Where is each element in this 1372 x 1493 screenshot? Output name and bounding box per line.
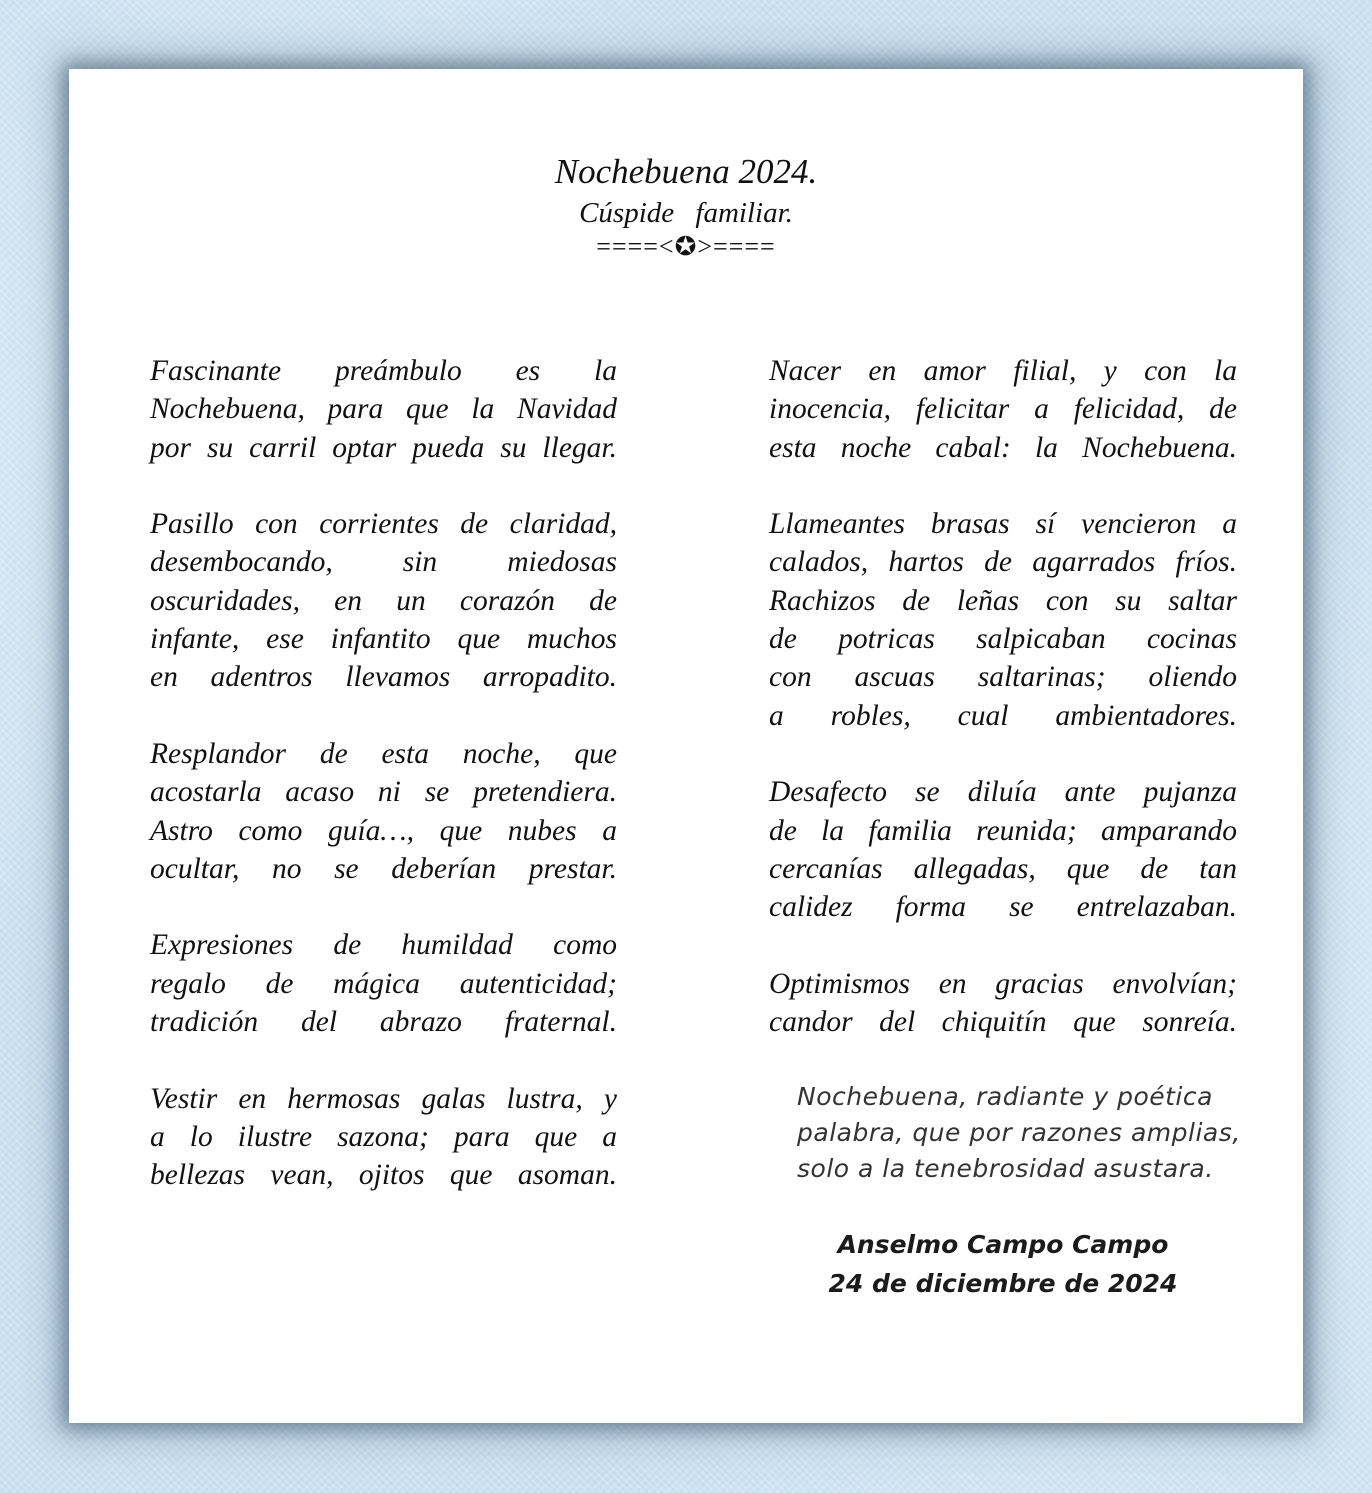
poem-line: Nacer en amor filial, y con la [769,355,1237,387]
stanza [150,352,617,467]
poem-line: de la familia reunida; amparando [769,814,1237,847]
stanza [769,505,1237,735]
poem-line: desembocando, sin miedosas [150,546,617,579]
stanza [150,1080,617,1195]
poem-line: esta noche cabal: la Nochebuena. [769,431,1237,464]
closing-stanza [797,1079,1241,1187]
poem-header [69,151,1303,263]
poem-line: Pasillo con corrientes de claridad, [150,508,617,541]
poem-line: bellezas vean, ojitos que asoman. [150,1159,617,1192]
closing-line: Nochebuena, radiante y poética [797,1082,1213,1111]
poem-line: a lo ilustre sazona; para que a [150,1120,617,1153]
stanza [150,505,617,696]
signature-date: 24 de diciembre de 2024 [828,1269,1178,1298]
poem-line: Vestir en hermosas galas lustra, y [150,1082,617,1115]
poem-line: de potricas salpicaban cocinas [769,623,1237,656]
poem-subtitle: Cúspide familiar. [579,197,793,229]
stanza [769,773,1237,926]
poem-line: Llameantes brasas sí vencieron a [769,508,1237,541]
poem-column-right [769,352,1237,1080]
poem-line: inocencia, felicitar a felicidad, de [769,393,1237,426]
poem-line: en adentros llevamos arropadito. [150,661,617,694]
author-name: Anselmo Campo Campo [837,1230,1169,1259]
poem-line: Nochebuena, para que la Navidad [150,393,617,426]
signature-block [769,1225,1237,1303]
poem-line: infante, ese infantito que muchos [150,623,617,656]
poem-line: a robles, cual ambientadores. [769,699,1237,732]
poem-line: Rachizos de leñas con su saltar [769,584,1237,617]
poem-line: por su carril optar pueda su llegar. [150,431,617,464]
poem-line: con ascuas saltarinas; oliendo [769,661,1237,694]
poem-line: oscuridades, en un corazón de [150,584,617,617]
poem-line: calados, hartos de agarrados fríos. [769,546,1237,579]
poem-line: acostarla acaso ni se pretendiera. [150,776,617,809]
poem-line: Desafecto se diluía ante pujanza [769,776,1237,809]
poem-line: Resplandor de esta noche, que [150,737,617,770]
stanza [769,352,1237,467]
poem-line: Fascinante preámbulo es la [150,355,617,387]
ornamental-divider: ====<✪>==== [596,232,776,261]
poem-line: candor del chiquitín que sonreía. [769,1006,1237,1039]
poem-line: Astro como guía…, que nubes a [150,814,617,847]
poem-line: Expresiones de humildad como [150,929,617,962]
poem-line: cercanías allegadas, que de tan [769,852,1237,885]
closing-line: palabra, que por razones amplias, [797,1118,1241,1147]
stanza [150,926,617,1041]
poem-line: ocultar, no se deberían prestar. [150,852,617,885]
poem-column-left [150,352,617,1233]
poem-title: Nochebuena 2024. [554,152,818,191]
poem-line: regalo de mágica autenticidad; [150,967,617,1000]
stanza [150,735,617,888]
poem-line: tradición del abrazo fraternal. [150,1006,617,1039]
closing-line: solo a la tenebrosidad asustara. [797,1154,1214,1183]
stanza [769,965,1237,1042]
poem-line: calidez forma se entrelazaban. [769,891,1237,924]
poem-line: Optimismos en gracias envolvían; [769,967,1237,1000]
poem-page [69,69,1303,1423]
